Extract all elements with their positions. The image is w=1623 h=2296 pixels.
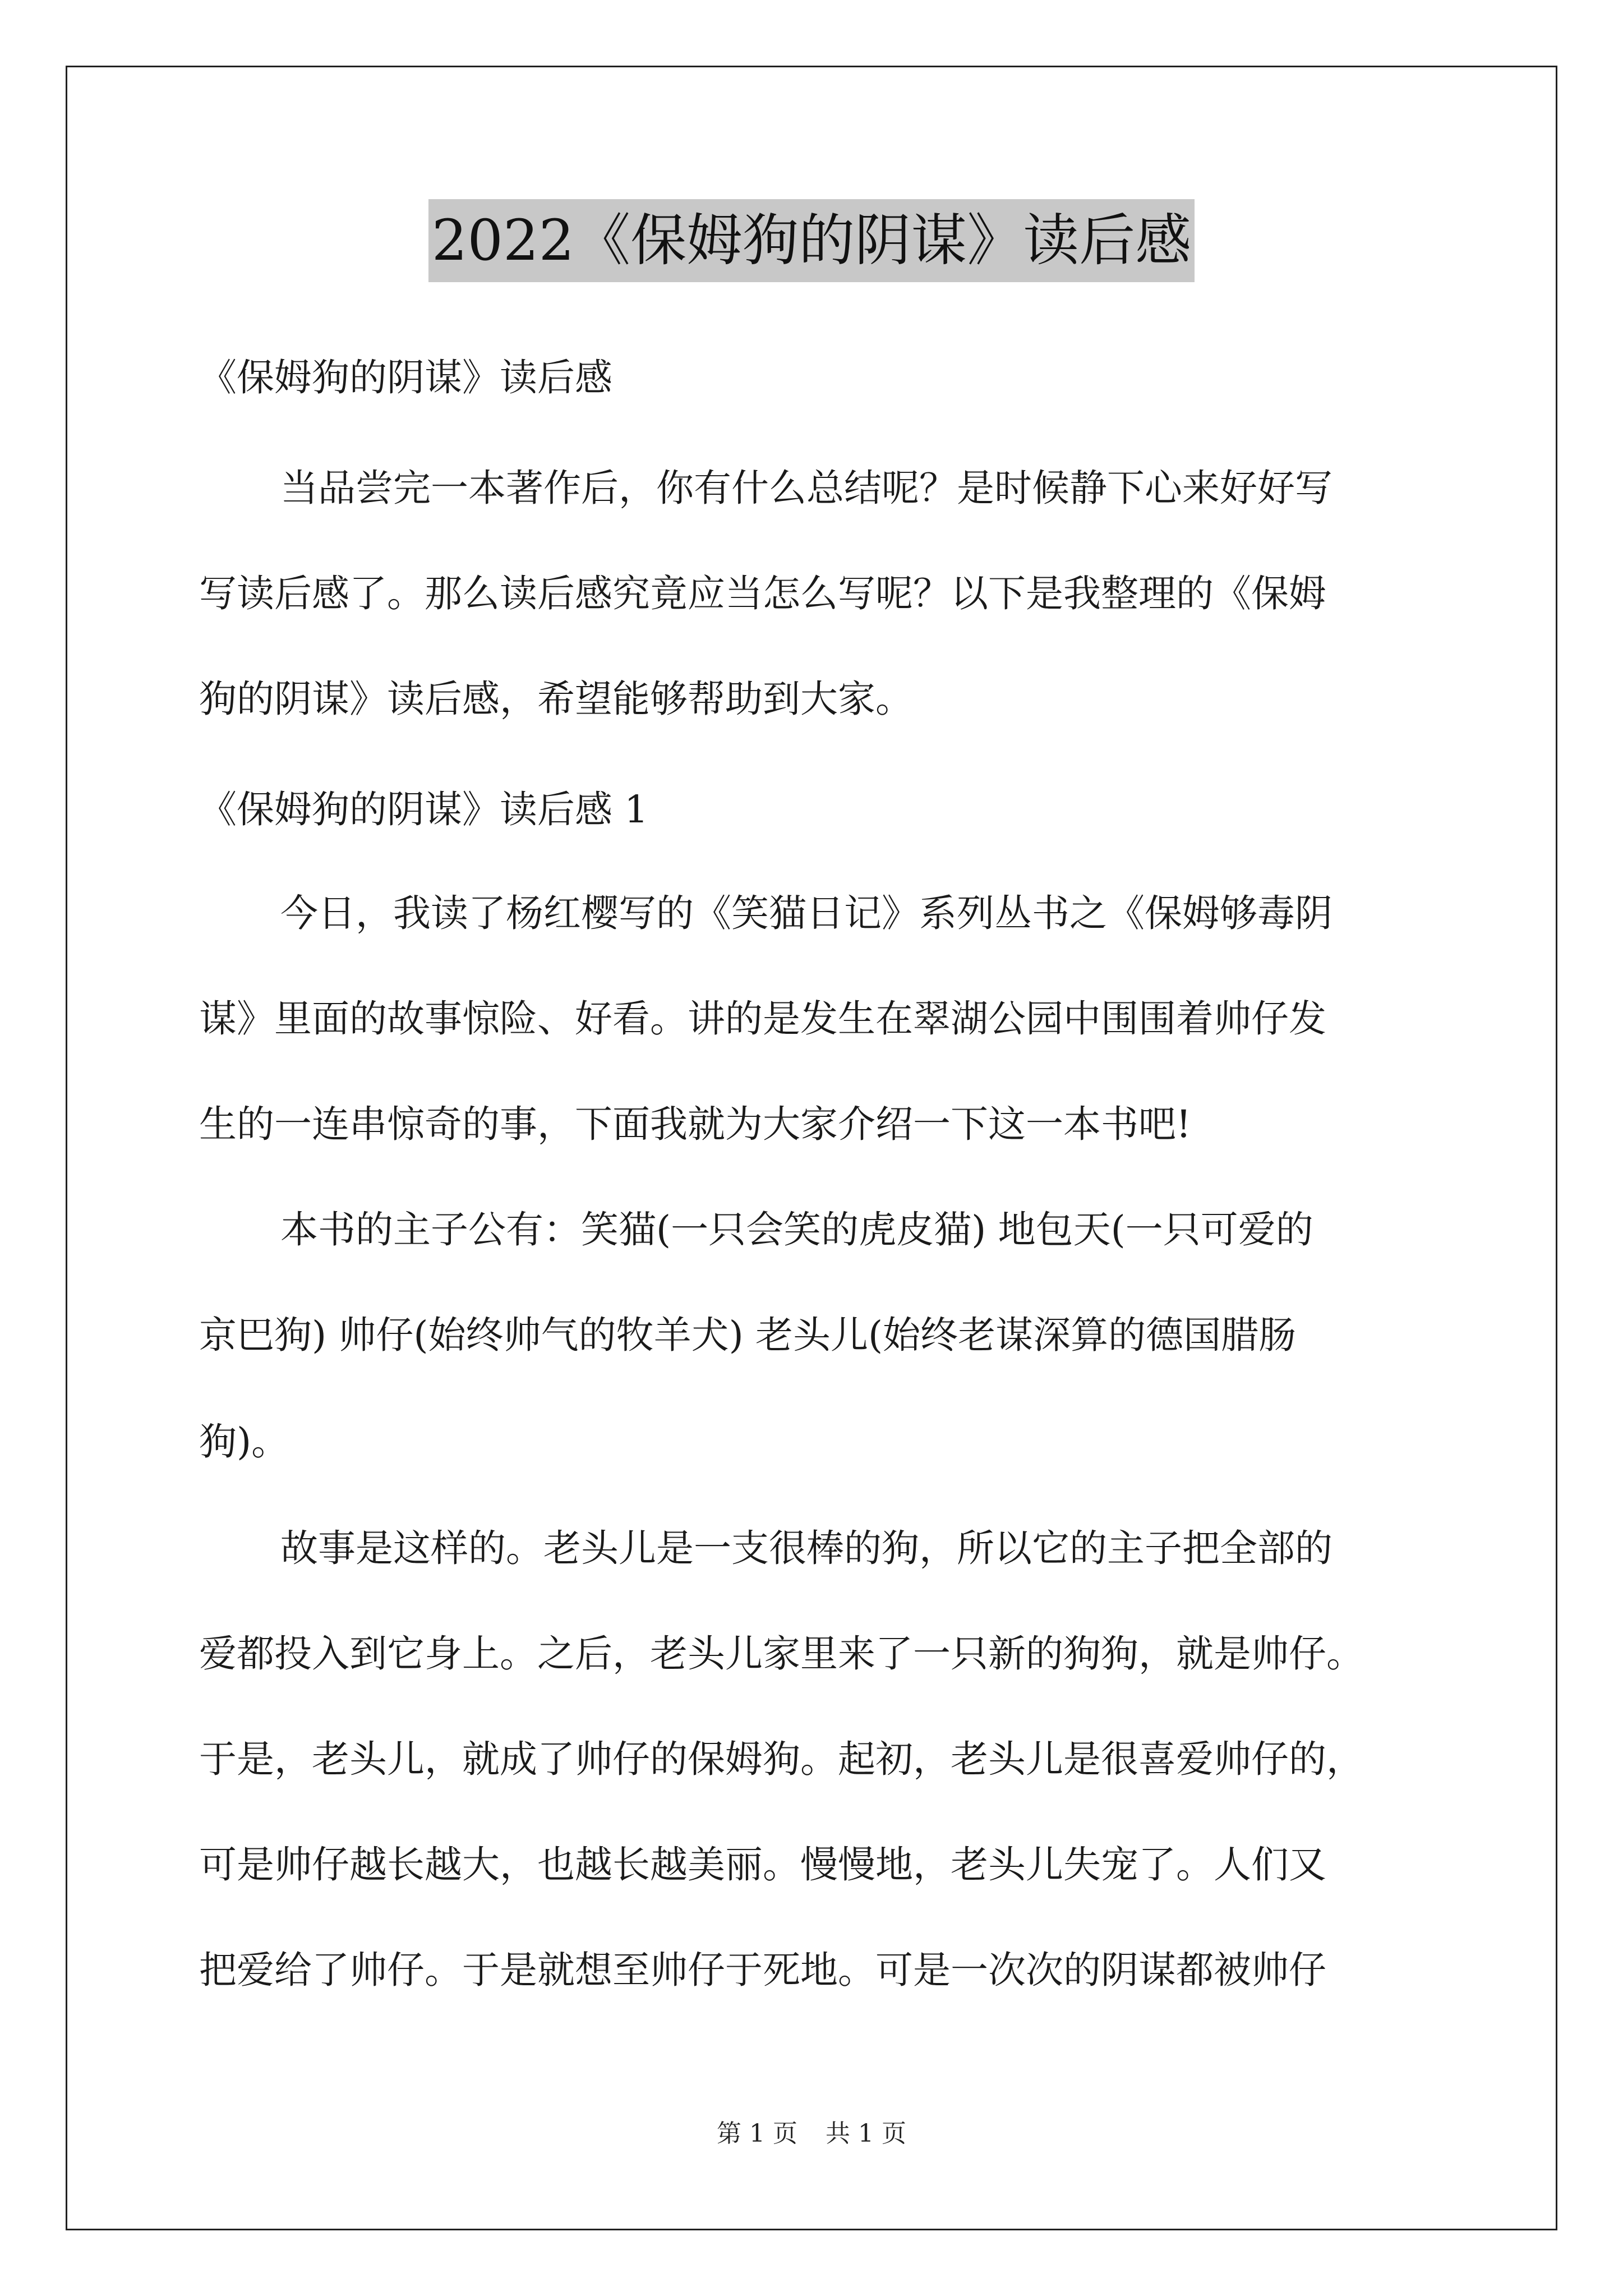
para3-line: 于是，老头儿，就成了帅仔的保姆狗。起初，老头儿是很喜爱帅仔的， bbox=[199, 1737, 1364, 1781]
para3-line: 把爱给了帅仔。于是就想至帅仔于死地。可是一次次的阴谋都被帅仔 bbox=[199, 1948, 1326, 1992]
para3-line: 故事是这样的。老头儿是一支很棒的狗，所以它的主子把全部的 bbox=[280, 1526, 1332, 1570]
para1-line: 谋》里面的故事惊险、好看。讲的是发生在翠湖公园中围围着帅仔发 bbox=[199, 997, 1326, 1041]
para1-line: 今日，我读了杨红樱写的《笑猫日记》系列丛书之《保姆够毒阴 bbox=[280, 891, 1332, 935]
heading-main: 《保姆狗的阴谋》读后感 bbox=[199, 356, 612, 399]
page-footer bbox=[0, 2113, 1623, 2149]
para2-line: 狗)。 bbox=[199, 1420, 289, 1464]
page-total: 共 1 页 bbox=[826, 2119, 906, 2148]
para3-line: 可是帅仔越长越大，也越长越美丽。慢慢地，老头儿失宠了。人们又 bbox=[199, 1843, 1326, 1887]
page-number: 第 1 页 bbox=[717, 2119, 797, 2148]
intro-line: 当品尝完一本著作后，你有什么总结呢？是时候静下心来好好写 bbox=[280, 466, 1332, 510]
para3-line: 爱都投入到它身上。之后，老头儿家里来了一只新的狗狗，就是帅仔。 bbox=[199, 1632, 1364, 1676]
para2-line: 本书的主子公有：笑猫(一只会笑的虎皮猫) 地包天(一只可爱的 bbox=[280, 1208, 1313, 1251]
document-title: 2022《保姆狗的阴谋》读后感 bbox=[428, 199, 1195, 282]
title-container bbox=[0, 199, 1623, 282]
heading-1: 《保姆狗的阴谋》读后感 1 bbox=[199, 788, 648, 831]
intro-line: 写读后感了。那么读后感究竟应当怎么写呢？以下是我整理的《保姆 bbox=[199, 572, 1326, 615]
para1-line: 生的一连串惊奇的事，下面我就为大家介绍一下这一本书吧! bbox=[199, 1102, 1191, 1146]
intro-line: 狗的阴谋》读后感，希望能够帮助到大家。 bbox=[199, 677, 913, 721]
para2-line: 京巴狗) 帅仔(始终帅气的牧羊犬) 老头儿(始终老谋深算的德国腊肠 bbox=[199, 1313, 1297, 1357]
